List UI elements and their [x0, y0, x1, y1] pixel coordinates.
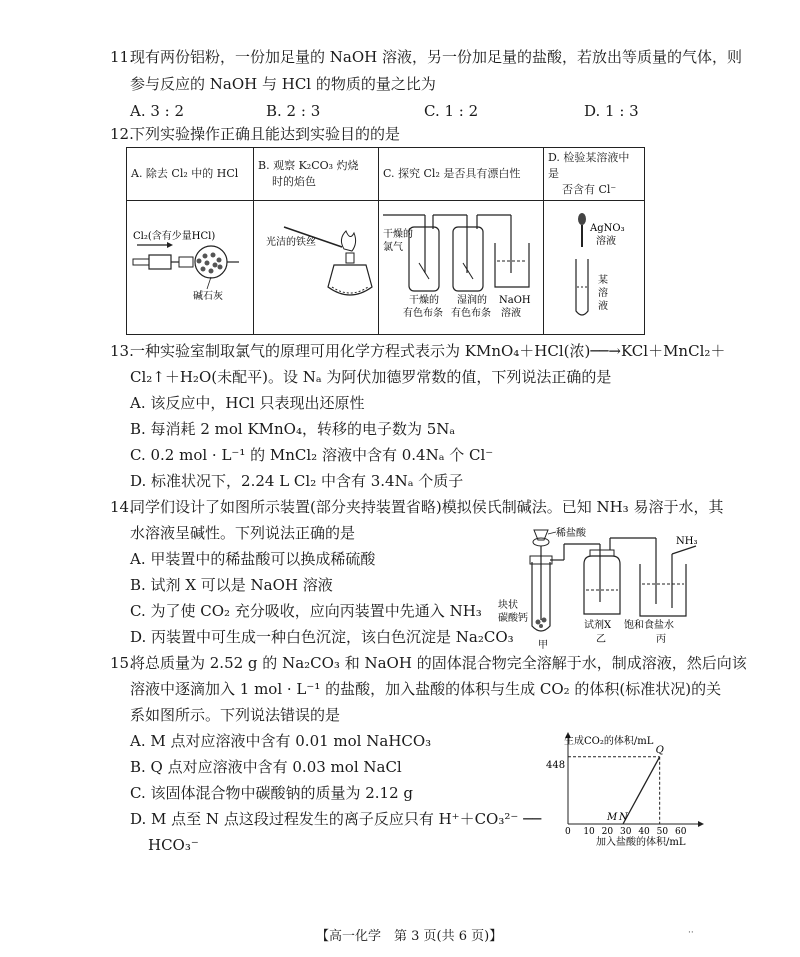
q11-stem-line2: 参与反应的 NaOH 与 HCl 的物质的量之比为: [130, 75, 436, 93]
q14-nh3-label: NH₃: [676, 536, 698, 547]
q14-yi-label: 乙: [596, 634, 606, 645]
q12-d-agno3-label: AgNO₃: [590, 222, 625, 234]
q11-option-c: C. 1 : 2: [424, 102, 479, 120]
q12-a-soda-lime-label: 碱石灰: [193, 290, 223, 302]
q14-option-b: B. 试剂 X 可以是 NaOH 溶液: [130, 576, 333, 594]
co2-series-line: [623, 757, 660, 824]
q14-option-a: A. 甲装置中的稀盐酸可以换成稀硫酸: [130, 550, 376, 568]
x-tick-label: 10: [583, 827, 595, 837]
x-tick-label: 60: [675, 827, 687, 837]
q12-figure-c: [379, 201, 544, 335]
q12-experiment-table: [126, 147, 645, 335]
q12-d-liq-label: 液: [598, 300, 608, 312]
q14-jia-label: 甲: [538, 640, 548, 651]
q12-c-solution-label: 溶液: [501, 307, 521, 319]
x-tick-label: 30: [620, 827, 632, 837]
q15-stem-line2: 溶液中逐滴加入 1 mol · L⁻¹ 的盐酸，加入盐酸的体积与生成 CO₂ 的体积(标准状况)的关: [130, 680, 722, 698]
q14-dilute-hcl-label: 稀盐酸: [556, 528, 586, 539]
chart-y-label: 生成CO₂的体积/mL: [564, 736, 654, 747]
x-tick-label: 50: [656, 827, 669, 837]
q12-c-dry-cloth-label-2: 有色布条: [403, 307, 443, 319]
q15-option-a: A. M 点对应溶液中含有 0.01 mol NaHCO₃: [130, 732, 432, 750]
q13-option-c: C. 0.2 mol · L⁻¹ 的 MnCl₂ 溶液中含有 0.4Nₐ 个 Cl⁻: [130, 446, 494, 464]
q13-stem-line2: Cl₂↑＋H₂O(未配平)。设 Nₐ 为阿伏加德罗常数的值，下列说法正确的是: [130, 368, 612, 386]
q11-number: 11.: [110, 48, 134, 66]
hou-process-apparatus: [496, 524, 702, 652]
q12-c-chlorine-label: 氯气: [383, 241, 403, 253]
q12-c-naoh-label: NaOH: [499, 294, 531, 306]
q15-option-c: C. 该固体混合物中碳酸钠的质量为 2.12 g: [130, 784, 414, 802]
point-label-q: Q: [655, 744, 664, 756]
q15-number: 15.: [110, 654, 134, 672]
q12-figure-d: [544, 201, 645, 335]
q13-stem-line1: 一种实验室制取氯气的原理可用化学方程式表示为 KMnO₄＋HCl(浓)──→KCl＋MnCl₂＋: [130, 342, 726, 360]
q15-stem-line3: 系如图所示。下列说法错误的是: [130, 706, 341, 724]
q13-number: 13.: [110, 342, 134, 360]
chart-y-tick-448: 448: [546, 760, 566, 771]
q15-option-d: D. M 点至 N 点这段过程发生的离子反应只有 H⁺＋CO₃²⁻ ──: [130, 810, 542, 828]
q12-header-c: C. 探究 Cl₂ 是否具有漂白性: [379, 148, 544, 201]
q14-bing-label: 丙: [656, 634, 666, 645]
flame-test-diagram: [254, 203, 378, 333]
q12-figure-b: [254, 201, 379, 335]
q14-option-c: C. 为了使 CO₂ 充分吸收，应向丙装置中先通入 NH₃: [130, 602, 482, 620]
q14-number: 14.: [110, 498, 134, 516]
q14-lump-label: 块状: [498, 600, 518, 611]
q12-c-dry-label: 干燥的: [383, 228, 413, 240]
x-tick-label: 0: [565, 827, 571, 837]
q12-c-dry-cloth-label-1: 干燥的: [409, 294, 439, 306]
q15-option-b: B. Q 点对应溶液中含有 0.03 mol NaCl: [130, 758, 402, 776]
chart-x-label: 加入盐酸的体积/mL: [596, 837, 686, 848]
q12-d-some-label: 某: [598, 274, 608, 286]
q13-option-d: D. 标准状况下，2.24 L Cl₂ 中含有 3.4Nₐ 个质子: [130, 472, 464, 490]
q13-option-b: B. 每消耗 2 mol KMnO₄，转移的电子数为 5Nₐ: [130, 420, 456, 438]
q12-c-wet-cloth-label-2: 有色布条: [451, 307, 491, 319]
point-label-n: N: [619, 812, 628, 823]
q12-figure-a: [127, 201, 254, 335]
q14-stem-line2: 水溶液呈碱性。下列说法正确的是: [130, 524, 356, 542]
q14-caco3-label: 碳酸钙: [498, 613, 528, 624]
point-label-m: M: [607, 812, 618, 823]
silver-nitrate-test-diagram: [544, 203, 644, 333]
bleaching-test-diagram: [379, 203, 543, 333]
corner-mark: ··: [688, 928, 694, 938]
drying-tube-diagram: [127, 203, 253, 333]
q12-header-a: A. 除去 Cl₂ 中的 HCl: [127, 148, 254, 201]
q12-c-wet-cloth-label-1: 湿润的: [457, 294, 487, 306]
co2-volume-chart: [548, 728, 706, 850]
q13-option-a: A. 该反应中，HCl 只表现出还原性: [130, 394, 365, 412]
q11-option-a: A. 3 : 2: [130, 102, 185, 120]
q12-d-sol-label: 溶: [598, 287, 608, 299]
q12-b-wire-label: 光洁的铁丝: [266, 236, 316, 248]
q14-stem-line1: 同学们设计了如图所示装置(部分夹持装置省略)模拟侯氏制碱法。已知 NH₃ 易溶于水，其: [130, 498, 724, 516]
q12-stem: 下列实验操作正确且能达到实验目的的是: [130, 125, 401, 143]
q11-stem-line1: 现有两份铝粉，一份加足量的 NaOH 溶液，另一份加足量的盐酸，若放出等质量的气体，则: [130, 48, 742, 66]
q12-header-d: D. 检验某溶液中是 否含有 Cl⁻: [544, 148, 645, 201]
x-tick-label: 40: [638, 827, 650, 837]
q14-reagent-x-label: 试剂X: [584, 620, 612, 631]
q12-number: 12.: [110, 125, 134, 143]
q12-header-b: B. 观察 K₂CO₃ 灼烧 时的焰色: [254, 148, 379, 201]
q15-stem-line1: 将总质量为 2.52 g 的 Na₂CO₃ 和 NaOH 的固体混合物完全溶解于水，制成溶液，然后向该: [130, 654, 747, 672]
q14-option-d: D. 丙装置中可生成一种白色沉淀，该白色沉淀是 Na₂CO₃: [130, 628, 514, 646]
page-footer: 【高一化学 第 3 页(共 6 页)】: [316, 929, 503, 944]
q15-option-d-continuation: HCO₃⁻: [148, 836, 199, 854]
x-tick-label: 20: [601, 827, 614, 837]
q11-option-b: B. 2 : 3: [266, 102, 321, 120]
q12-d-solution-label: 溶液: [596, 235, 616, 247]
q11-option-d: D. 1 : 3: [584, 102, 639, 120]
q12-a-gas-label: Cl₂(含有少量HCl): [133, 230, 216, 242]
q14-brine-label: 饱和食盐水: [624, 620, 674, 631]
